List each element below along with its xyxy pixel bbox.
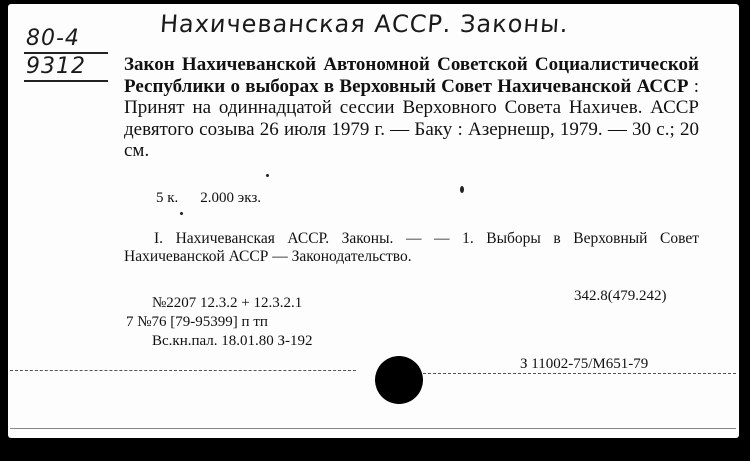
bibliographic-entry — [124, 54, 699, 162]
price: 5 к. — [156, 190, 179, 206]
handwritten-heading: Нахичеванская АССР. Законы. — [159, 10, 570, 38]
ink-speck — [266, 174, 269, 177]
shelf-mark-underline — [24, 80, 108, 82]
price-line — [156, 190, 261, 207]
card-code: З 11002-75/М651-79 — [520, 356, 649, 372]
technical-notes — [126, 294, 313, 351]
subject-headings: I. Нахичеванская АССР. Законы. — — 1. Выборы в Верховный Совет Нахичеванской АССР — Законодательство. — [124, 230, 699, 265]
entry-title: Закон Нахичеванской Автономной Советской Социалистической Республики о выборах в Верховный Совет Нахичеванской АССР — [124, 54, 699, 97]
print-run: 2.000 экз. — [200, 190, 261, 206]
divider-line — [418, 373, 736, 374]
catalog-card — [8, 4, 739, 438]
tech-line-1: №2207 12.3.2 + 12.3.2.1 — [152, 295, 303, 311]
scan-edge — [739, 0, 750, 461]
shelf-mark-top: 80-4 — [26, 26, 80, 51]
punch-hole — [375, 356, 423, 404]
ink-speck — [460, 186, 464, 193]
ink-speck — [180, 212, 183, 215]
classification-code: 342.8(479.242) — [574, 288, 667, 304]
tech-line-3: Вс.кн.пал. 18.01.80 З-192 — [152, 333, 313, 349]
shelf-mark-bottom: 9312 — [26, 54, 86, 79]
tech-line-2: 7 №76 [79-95399] п тп — [126, 314, 268, 330]
divider-line — [10, 370, 356, 371]
entry-details: : Принят на одиннадцатой сессии Верховного Совета Нахичев. АССР девятого созыва 26 июля 1979 г. — Баку : Азернешр, 1979. — 30 с.; 20 см. — [124, 75, 699, 161]
divider-line — [10, 428, 736, 429]
